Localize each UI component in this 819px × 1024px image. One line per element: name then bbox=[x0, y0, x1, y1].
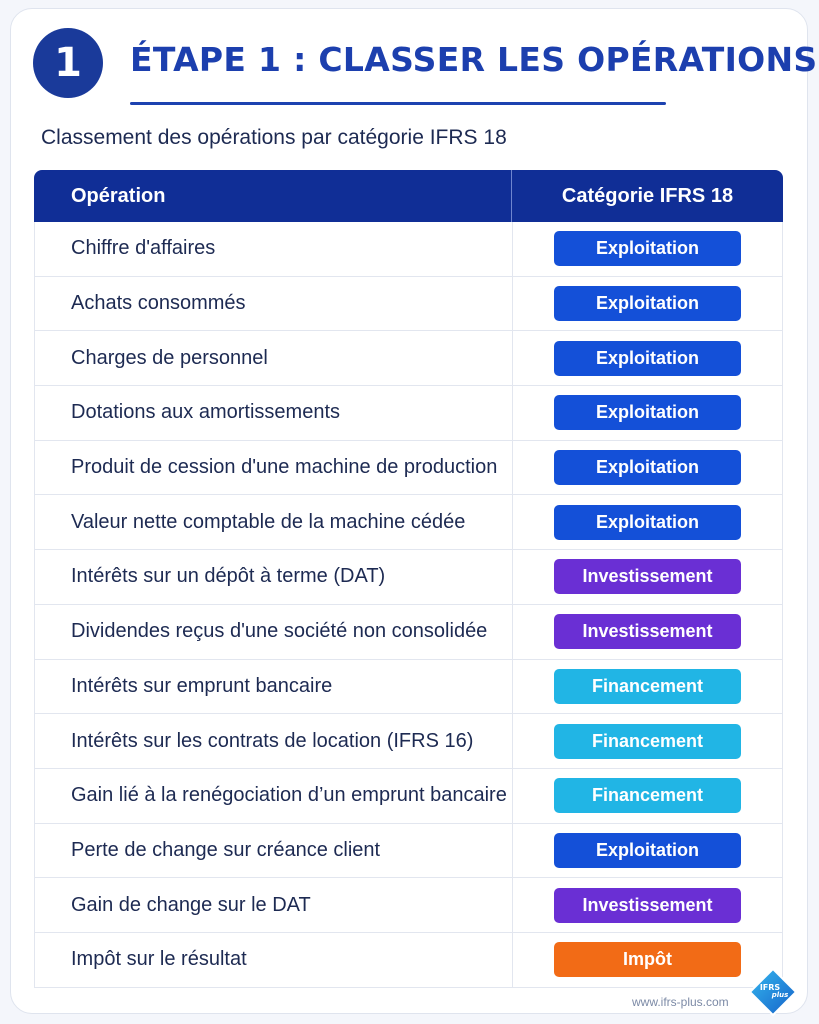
category-cell bbox=[513, 277, 782, 331]
footer-website-link[interactable]: www.ifrs-plus.com bbox=[632, 995, 729, 1009]
ifrs-plus-logo bbox=[748, 967, 798, 1017]
operation-cell: Achats consommés bbox=[71, 292, 246, 315]
category-badge: Investissement bbox=[554, 614, 741, 649]
operation-cell: Perte de change sur créance client bbox=[71, 838, 381, 861]
logo-text-main: IFRS bbox=[759, 983, 781, 992]
table-row bbox=[35, 331, 782, 386]
category-badge: Financement bbox=[554, 778, 741, 813]
category-cell bbox=[513, 933, 782, 987]
table-row bbox=[35, 222, 782, 277]
category-badge: Financement bbox=[554, 724, 741, 759]
category-cell bbox=[513, 386, 782, 440]
category-badge: Investissement bbox=[554, 888, 741, 923]
table-row bbox=[35, 660, 782, 715]
operation-cell: Valeur nette comptable de la machine cédée bbox=[71, 510, 466, 533]
category-cell bbox=[513, 550, 782, 604]
table-header-row bbox=[34, 170, 783, 222]
operation-cell: Gain de change sur le DAT bbox=[71, 893, 311, 916]
table-row bbox=[35, 824, 782, 879]
category-cell bbox=[513, 222, 782, 276]
category-cell bbox=[513, 824, 782, 878]
category-cell bbox=[513, 605, 782, 659]
operation-cell: Intérêts sur un dépôt à terme (DAT) bbox=[71, 565, 386, 588]
category-badge: Exploitation bbox=[554, 231, 741, 266]
table-row bbox=[35, 441, 782, 496]
table-body bbox=[34, 222, 783, 988]
table-row bbox=[35, 495, 782, 550]
category-badge: Exploitation bbox=[554, 286, 741, 321]
category-badge: Exploitation bbox=[554, 450, 741, 485]
operation-cell: Impôt sur le résultat bbox=[71, 948, 247, 971]
table-row bbox=[35, 386, 782, 441]
operation-cell: Charges de personnel bbox=[71, 346, 268, 369]
table-row bbox=[35, 878, 782, 933]
table-row bbox=[35, 769, 782, 824]
category-badge: Investissement bbox=[554, 559, 741, 594]
category-cell bbox=[513, 331, 782, 385]
category-badge: Impôt bbox=[554, 942, 741, 977]
operation-cell: Dividendes reçus d'une société non consolidée bbox=[71, 620, 488, 643]
category-badge: Financement bbox=[554, 669, 741, 704]
category-badge: Exploitation bbox=[554, 395, 741, 430]
table-row bbox=[35, 550, 782, 605]
category-badge: Exploitation bbox=[554, 833, 741, 868]
table-row bbox=[35, 277, 782, 332]
step-number-badge: 1 bbox=[33, 28, 103, 98]
table-row bbox=[35, 714, 782, 769]
category-cell bbox=[513, 769, 782, 823]
operation-cell: Gain lié à la renégociation d’un emprunt bancaire bbox=[71, 784, 507, 807]
operation-cell: Produit de cession d'une machine de production bbox=[71, 456, 498, 479]
operation-cell: Intérêts sur emprunt bancaire bbox=[71, 674, 333, 697]
operation-cell: Chiffre d'affaires bbox=[71, 237, 216, 260]
title-underline bbox=[130, 102, 666, 105]
classification-table bbox=[34, 170, 783, 988]
category-cell bbox=[513, 660, 782, 714]
page-title: ÉTAPE 1 : CLASSER LES OPÉRATIONS bbox=[130, 40, 818, 79]
table-caption: Classement des opérations par catégorie IFRS 18 bbox=[41, 126, 507, 149]
column-header-operation: Opération bbox=[71, 184, 166, 207]
category-cell bbox=[513, 495, 782, 549]
operation-cell: Intérêts sur les contrats de location (IFRS 16) bbox=[71, 729, 474, 752]
operation-cell: Dotations aux amortissements bbox=[71, 401, 341, 424]
category-badge: Exploitation bbox=[554, 341, 741, 376]
column-header-category: Catégorie IFRS 18 bbox=[561, 184, 734, 207]
table-row bbox=[35, 605, 782, 660]
logo-text-sub: plus bbox=[771, 991, 789, 999]
table-row bbox=[35, 933, 782, 988]
category-cell bbox=[513, 441, 782, 495]
category-cell bbox=[513, 714, 782, 768]
category-cell bbox=[513, 878, 782, 932]
category-badge: Exploitation bbox=[554, 505, 741, 540]
